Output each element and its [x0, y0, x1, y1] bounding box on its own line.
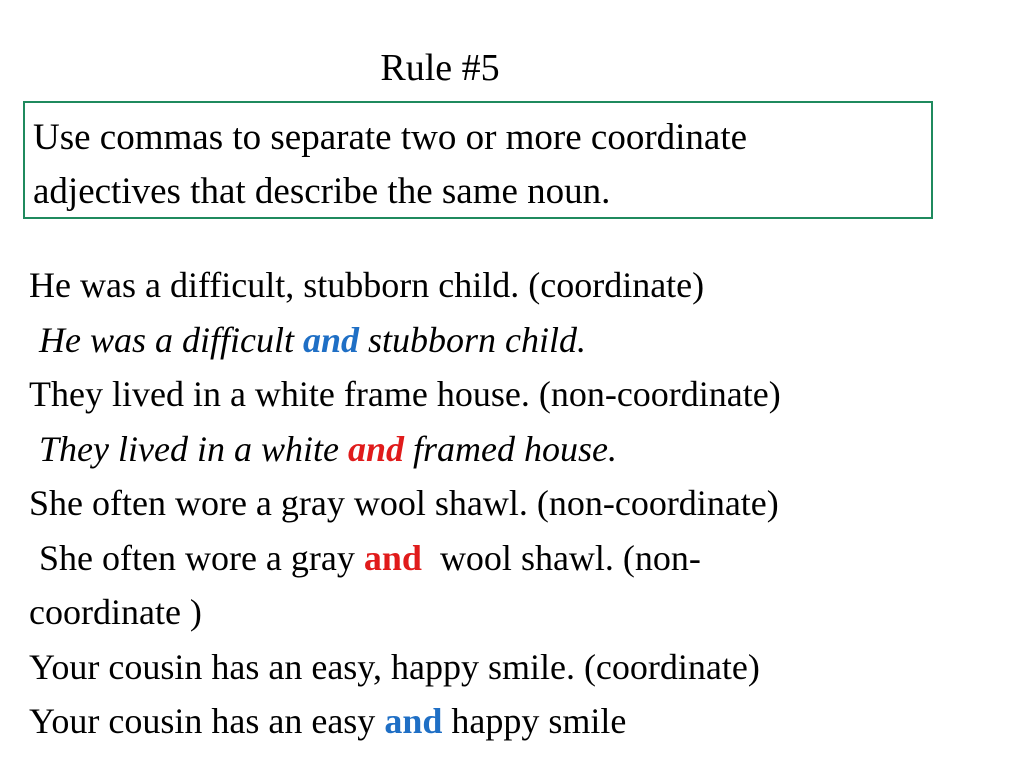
example-3-and-test [29, 531, 1019, 586]
example-2-sentence: They lived in a white frame house. (non-coordinate) [29, 374, 781, 414]
example-1-test-before: He was a difficult [39, 319, 294, 360]
example-4-test-before: Your cousin has an easy [29, 701, 376, 741]
rule-box [23, 101, 933, 219]
rule-text-line-1: Use commas to separate two or more coordinate [33, 117, 748, 158]
example-2-and-word: and [347, 428, 404, 469]
slide-title: Rule #5 [380, 47, 500, 89]
example-3-test-after: wool shawl. (non- [439, 537, 701, 578]
examples-list [29, 258, 1019, 749]
example-1-sentence: He was a difficult, stubborn child. (coordinate) [29, 265, 705, 305]
example-1-and-word: and [303, 319, 360, 360]
example-3-sentence: She often wore a gray wool shawl. (non-coordinate) [29, 483, 779, 523]
example-4-and-word: and [384, 701, 443, 741]
example-1-test-after: stubborn child. [368, 319, 587, 360]
example-2-test-before: They lived in a white [39, 428, 339, 469]
example-4-sentence: Your cousin has an easy, happy smile. (coordinate) [29, 646, 760, 687]
example-2-test-after: framed house. [412, 428, 617, 469]
example-1-and-test [29, 313, 1019, 368]
example-4-test-after: happy smile [451, 701, 627, 741]
example-2-and-test [29, 422, 1019, 477]
example-3-and-word: and [363, 537, 422, 578]
example-3-test-before: She often wore a gray [39, 537, 355, 578]
example-3-test-wrap: coordinate ) [29, 592, 202, 632]
rule-text-line-2: adjectives that describe the same noun. [33, 171, 611, 212]
example-4-and-test [29, 694, 1019, 749]
